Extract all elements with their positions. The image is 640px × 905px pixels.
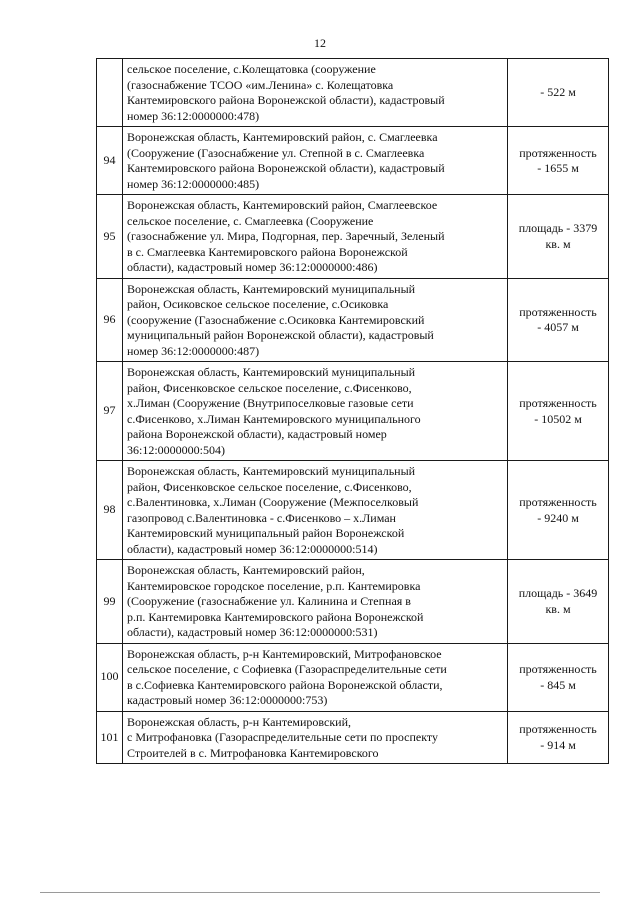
description-line: Воронежская область, Кантемировский район, Смаглеевское xyxy=(127,198,438,212)
object-size xyxy=(508,59,609,127)
size-line: протяженность xyxy=(519,722,597,737)
description-line: Воронежская область, Кантемировский муниципальный xyxy=(127,464,416,478)
object-size xyxy=(508,127,609,195)
table-row xyxy=(97,59,609,127)
table-row xyxy=(97,560,609,644)
table-row xyxy=(97,278,609,362)
description-line: Воронежская область, Кантемировский район, xyxy=(127,563,365,577)
size-line: кв. м xyxy=(545,601,571,616)
description-line: с Митрофановка (Газораспределительные сети по проспекту xyxy=(127,730,438,744)
object-size xyxy=(508,278,609,362)
size-line: - 914 м xyxy=(540,737,576,752)
description-line: сельское поселение, с. Смаглеевка (Сооружение xyxy=(127,213,374,228)
row-number: 95 xyxy=(97,195,123,279)
description-line: Воронежская область, р-н Кантемировский, xyxy=(127,714,352,729)
description-line: района Воронежской области), кадастровый номер xyxy=(127,427,387,441)
object-size xyxy=(508,560,609,644)
description-line: (Сооружение (газоснабжение ул. Калинина и Степная в xyxy=(127,594,411,608)
size-line: протяженность xyxy=(519,396,597,410)
size-line: - 522 м xyxy=(540,85,576,100)
description-line: области), кадастровый номер 36:12:0000000:486) xyxy=(127,260,378,274)
table-row xyxy=(97,461,609,560)
size-line: площадь - 3379 xyxy=(518,221,598,236)
description-line: области), кадастровый номер 36:12:0000000:514) xyxy=(127,541,378,556)
description-line: Кантемировский муниципальный район Воронежской xyxy=(127,526,405,540)
object-description xyxy=(123,643,508,711)
description-line: области), кадастровый номер 36:12:0000000:531) xyxy=(127,625,378,639)
description-line: район, Фисенковское сельское поселение, с.Фисенково, xyxy=(127,479,412,494)
description-line: номер 36:12:0000000:478) xyxy=(127,108,260,123)
size-line: - 9240 м xyxy=(537,510,579,525)
description-line: 36:12:0000000:504) xyxy=(127,442,225,457)
object-size xyxy=(508,362,609,461)
table-row xyxy=(97,195,609,279)
row-number: 96 xyxy=(97,278,123,362)
size-line: - 4057 м xyxy=(537,320,579,335)
description-line: (газоснабжение ул. Мира, Подгорная, пер. Заречный, Зеленый xyxy=(127,229,445,243)
description-line: с.Валентиновка, х.Лиман (Сооружение (Межпоселковый xyxy=(127,495,419,509)
table-row xyxy=(97,127,609,195)
description-line: сельское поселение, с.Колещатовка (сооружение xyxy=(127,62,376,76)
description-line: Кантемировского района Воронежской области), кадастровый xyxy=(127,93,445,107)
description-line: номер 36:12:0000000:485) xyxy=(127,176,260,191)
object-description xyxy=(123,560,508,644)
object-size xyxy=(508,195,609,279)
description-line: Воронежская область, Кантемировский район, с. Смаглеевка xyxy=(127,130,438,144)
description-line: газопровод с.Валентиновка - с.Фисенково – х.Лиман xyxy=(127,510,396,525)
description-line: район, Осиковское сельское поселение, с.Осиковка xyxy=(127,297,389,311)
property-registry-table xyxy=(96,58,609,764)
description-line: в с.Софиевка Кантемировского района Воронежской области, xyxy=(127,677,443,692)
description-line: с.Фисенково, х.Лиман Кантемировского муниципального xyxy=(127,411,421,426)
description-line: р.п. Кантемировка Кантемировского района Воронежской xyxy=(127,609,424,624)
description-line: (Сооружение (Газоснабжение ул. Степной в с. Смаглеевка xyxy=(127,145,425,160)
row-number xyxy=(97,59,123,127)
object-description xyxy=(123,362,508,461)
object-size xyxy=(508,643,609,711)
description-line: кадастровый номер 36:12:0000000:753) xyxy=(127,693,328,707)
row-number: 94 xyxy=(97,127,123,195)
object-size xyxy=(508,461,609,560)
object-description xyxy=(123,59,508,127)
size-line: протяженность xyxy=(519,304,597,319)
row-number: 101 xyxy=(97,711,123,764)
size-line: - 1655 м xyxy=(537,161,579,175)
table-row xyxy=(97,711,609,764)
row-number: 99 xyxy=(97,560,123,644)
size-line: - 10502 м xyxy=(534,411,582,426)
bottom-divider xyxy=(40,892,600,893)
object-description xyxy=(123,195,508,279)
size-line: кв. м xyxy=(545,236,571,251)
description-line: Воронежская область, Кантемировский муниципальный xyxy=(127,365,416,379)
table-row xyxy=(97,643,609,711)
description-line: Кантемировского района Воронежской области), кадастровый xyxy=(127,161,445,175)
object-size xyxy=(508,711,609,764)
object-description xyxy=(123,711,508,764)
size-line: протяженность xyxy=(519,662,597,676)
object-description xyxy=(123,278,508,362)
description-line: Строителей в с. Митрофановка Кантемировского xyxy=(127,745,379,760)
registry-body xyxy=(97,59,609,764)
description-line: Воронежская область, р-н Кантемировский, Митрофановское xyxy=(127,646,442,661)
size-line: протяженность xyxy=(519,145,597,160)
description-line: номер 36:12:0000000:487) xyxy=(127,343,260,358)
table-row xyxy=(97,362,609,461)
description-line: муниципальный район Воронежской области), кадастровый xyxy=(127,328,434,342)
object-description xyxy=(123,127,508,195)
size-line: протяженность xyxy=(519,495,597,509)
row-number: 98 xyxy=(97,461,123,560)
description-line: сельское поселение, с Софиевка (Газораспределительные сети xyxy=(127,662,447,676)
object-description xyxy=(123,461,508,560)
row-number: 97 xyxy=(97,362,123,461)
description-line: Воронежская область, Кантемировский муниципальный xyxy=(127,281,416,296)
page-number: 12 xyxy=(314,36,326,50)
row-number: 100 xyxy=(97,643,123,711)
description-line: (газоснабжение ТСОО «им.Ленина» с. Колещатовка xyxy=(127,77,394,92)
description-line: х.Лиман (Сооружение (Внутрипоселковые газовые сети xyxy=(127,396,414,410)
description-line: (сооружение (Газоснабжение с.Осиковка Кантемировский xyxy=(127,312,425,327)
size-line: площадь - 3649 xyxy=(518,586,598,601)
description-line: Кантемировское городское поселение, р.п. Кантемировка xyxy=(127,578,421,593)
description-line: в с. Смаглеевка Кантемировского района Воронежской xyxy=(127,244,408,259)
description-line: район, Фисенковское сельское поселение, с.Фисенково, xyxy=(127,380,412,395)
size-line: - 845 м xyxy=(540,677,576,692)
